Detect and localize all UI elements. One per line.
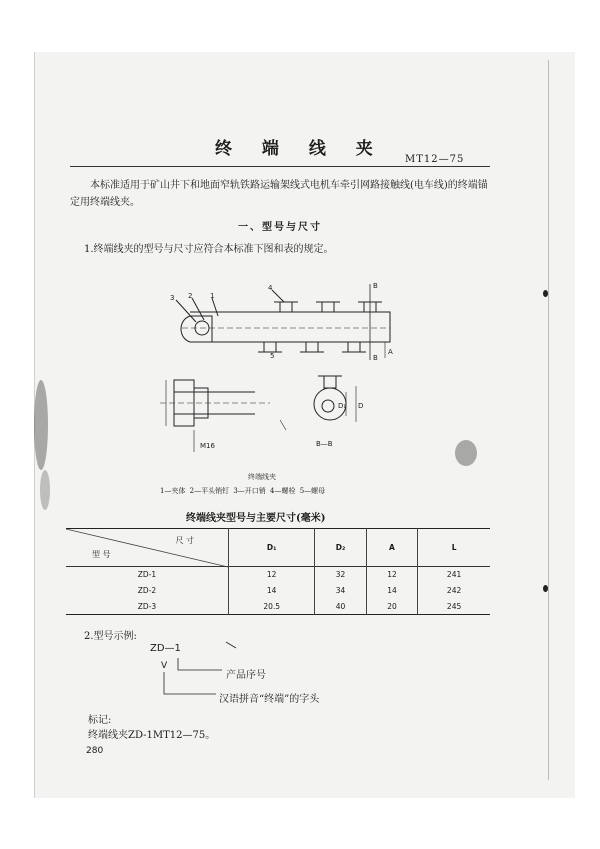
cell-d1: 20.5 — [229, 599, 315, 615]
intro-paragraph: 本标准适用于矿山井下和地面窄轨铁路运输架线式电机车牵引网路接触线(电车线)的终端锚定用终端线夹。 — [70, 180, 488, 208]
column-header-a: A — [366, 529, 417, 567]
column-header-d2: D₂ — [315, 529, 366, 567]
cell-l: 241 — [418, 567, 490, 583]
label-pinyin-initials: 汉语拼音“终端”的字头 — [219, 694, 320, 705]
nut-bottom — [342, 342, 366, 352]
section-view-bolt — [318, 376, 342, 388]
cell-d1: 14 — [229, 583, 315, 599]
cell-d2: 40 — [315, 599, 366, 615]
diagonal-divider — [66, 529, 228, 567]
bolt-top — [274, 302, 298, 312]
cell-l: 245 — [418, 599, 490, 615]
table-corner-header — [66, 529, 229, 567]
cell-model: ZD-3 — [137, 601, 157, 611]
page-number: 280 — [86, 746, 104, 756]
callout-1: 1 — [210, 292, 215, 300]
bolt-top — [316, 302, 340, 312]
figure-legend: 1—夹体 2—平头销钉 3—开口销 4—螺栓 5—螺母 — [160, 487, 326, 495]
leader-line — [192, 298, 204, 320]
leader-line — [176, 300, 196, 322]
table-row — [66, 567, 490, 583]
header-model-label: 型 号 — [92, 550, 111, 559]
scan-smudge — [40, 470, 50, 510]
cell-l: 242 — [418, 583, 490, 599]
leader-line — [272, 290, 284, 302]
marking-value: 终端线夹ZD-1MT12—75。 — [88, 730, 216, 741]
terminal-clamp-drawing — [160, 280, 393, 470]
cell-model: ZD-1 — [137, 570, 157, 580]
callout-a: A — [388, 348, 393, 356]
callout-3: 3 — [170, 294, 175, 302]
table-row — [66, 583, 490, 599]
callout-d1: D₁ — [338, 402, 347, 410]
clamp-body — [190, 312, 390, 342]
example-bracket-lines — [150, 650, 230, 700]
clause-1: 1.终端线夹的型号与尺寸应符合本标准下图和表的规定。 — [84, 244, 334, 255]
scan-smudge — [455, 440, 477, 466]
title-rule — [70, 166, 490, 167]
callout-5: 5 — [270, 352, 275, 360]
header-dimension-label: 尺 寸 — [175, 536, 194, 545]
table-header-row — [66, 529, 490, 567]
cell-model: ZD-2 — [137, 586, 157, 595]
hatch — [280, 420, 286, 430]
nut-bottom — [258, 342, 282, 352]
cell-d1: 12 — [229, 567, 315, 583]
clause-2: 2.型号示例: — [84, 631, 137, 642]
callout-b-bottom: B — [373, 354, 378, 362]
callout-4: 4 — [268, 284, 273, 292]
cell-a: 14 — [366, 583, 417, 599]
table-row — [66, 599, 490, 615]
cell-a: 12 — [366, 567, 417, 583]
label-product-sequence: 产品序号 — [226, 670, 266, 681]
section-label: B—B — [316, 440, 333, 448]
figure-caption: 终端线夹 — [248, 473, 276, 481]
section-view-inner — [322, 400, 334, 412]
cell-d2: 32 — [315, 567, 366, 583]
callout-d: D — [358, 402, 364, 410]
document-title: 终 端 线 夹 — [215, 139, 385, 159]
callout-2: 2 — [188, 292, 193, 300]
cell-a: 20 — [366, 599, 417, 615]
nut-bottom — [300, 342, 324, 352]
dimension-table — [66, 528, 490, 615]
section-heading: 一、型号与尺寸 — [238, 222, 322, 233]
column-header-d1: D₁ — [229, 529, 315, 567]
example-mark: V — [161, 661, 168, 671]
example-code: ZD—1 — [150, 643, 181, 654]
callout-b-top: B — [373, 282, 378, 290]
standard-code: MT12—75 — [405, 154, 465, 165]
column-header-l: L — [418, 529, 490, 567]
table-title: 终端线夹型号与主要尺寸(毫米) — [186, 513, 326, 524]
scan-smudge — [34, 380, 48, 470]
callout-m16: M16 — [200, 442, 215, 450]
marking-label: 标记: — [88, 715, 112, 726]
clamp-head — [181, 316, 212, 342]
scan-smudge — [548, 60, 549, 780]
leader-line — [212, 298, 218, 316]
cell-d2: 34 — [315, 583, 366, 599]
